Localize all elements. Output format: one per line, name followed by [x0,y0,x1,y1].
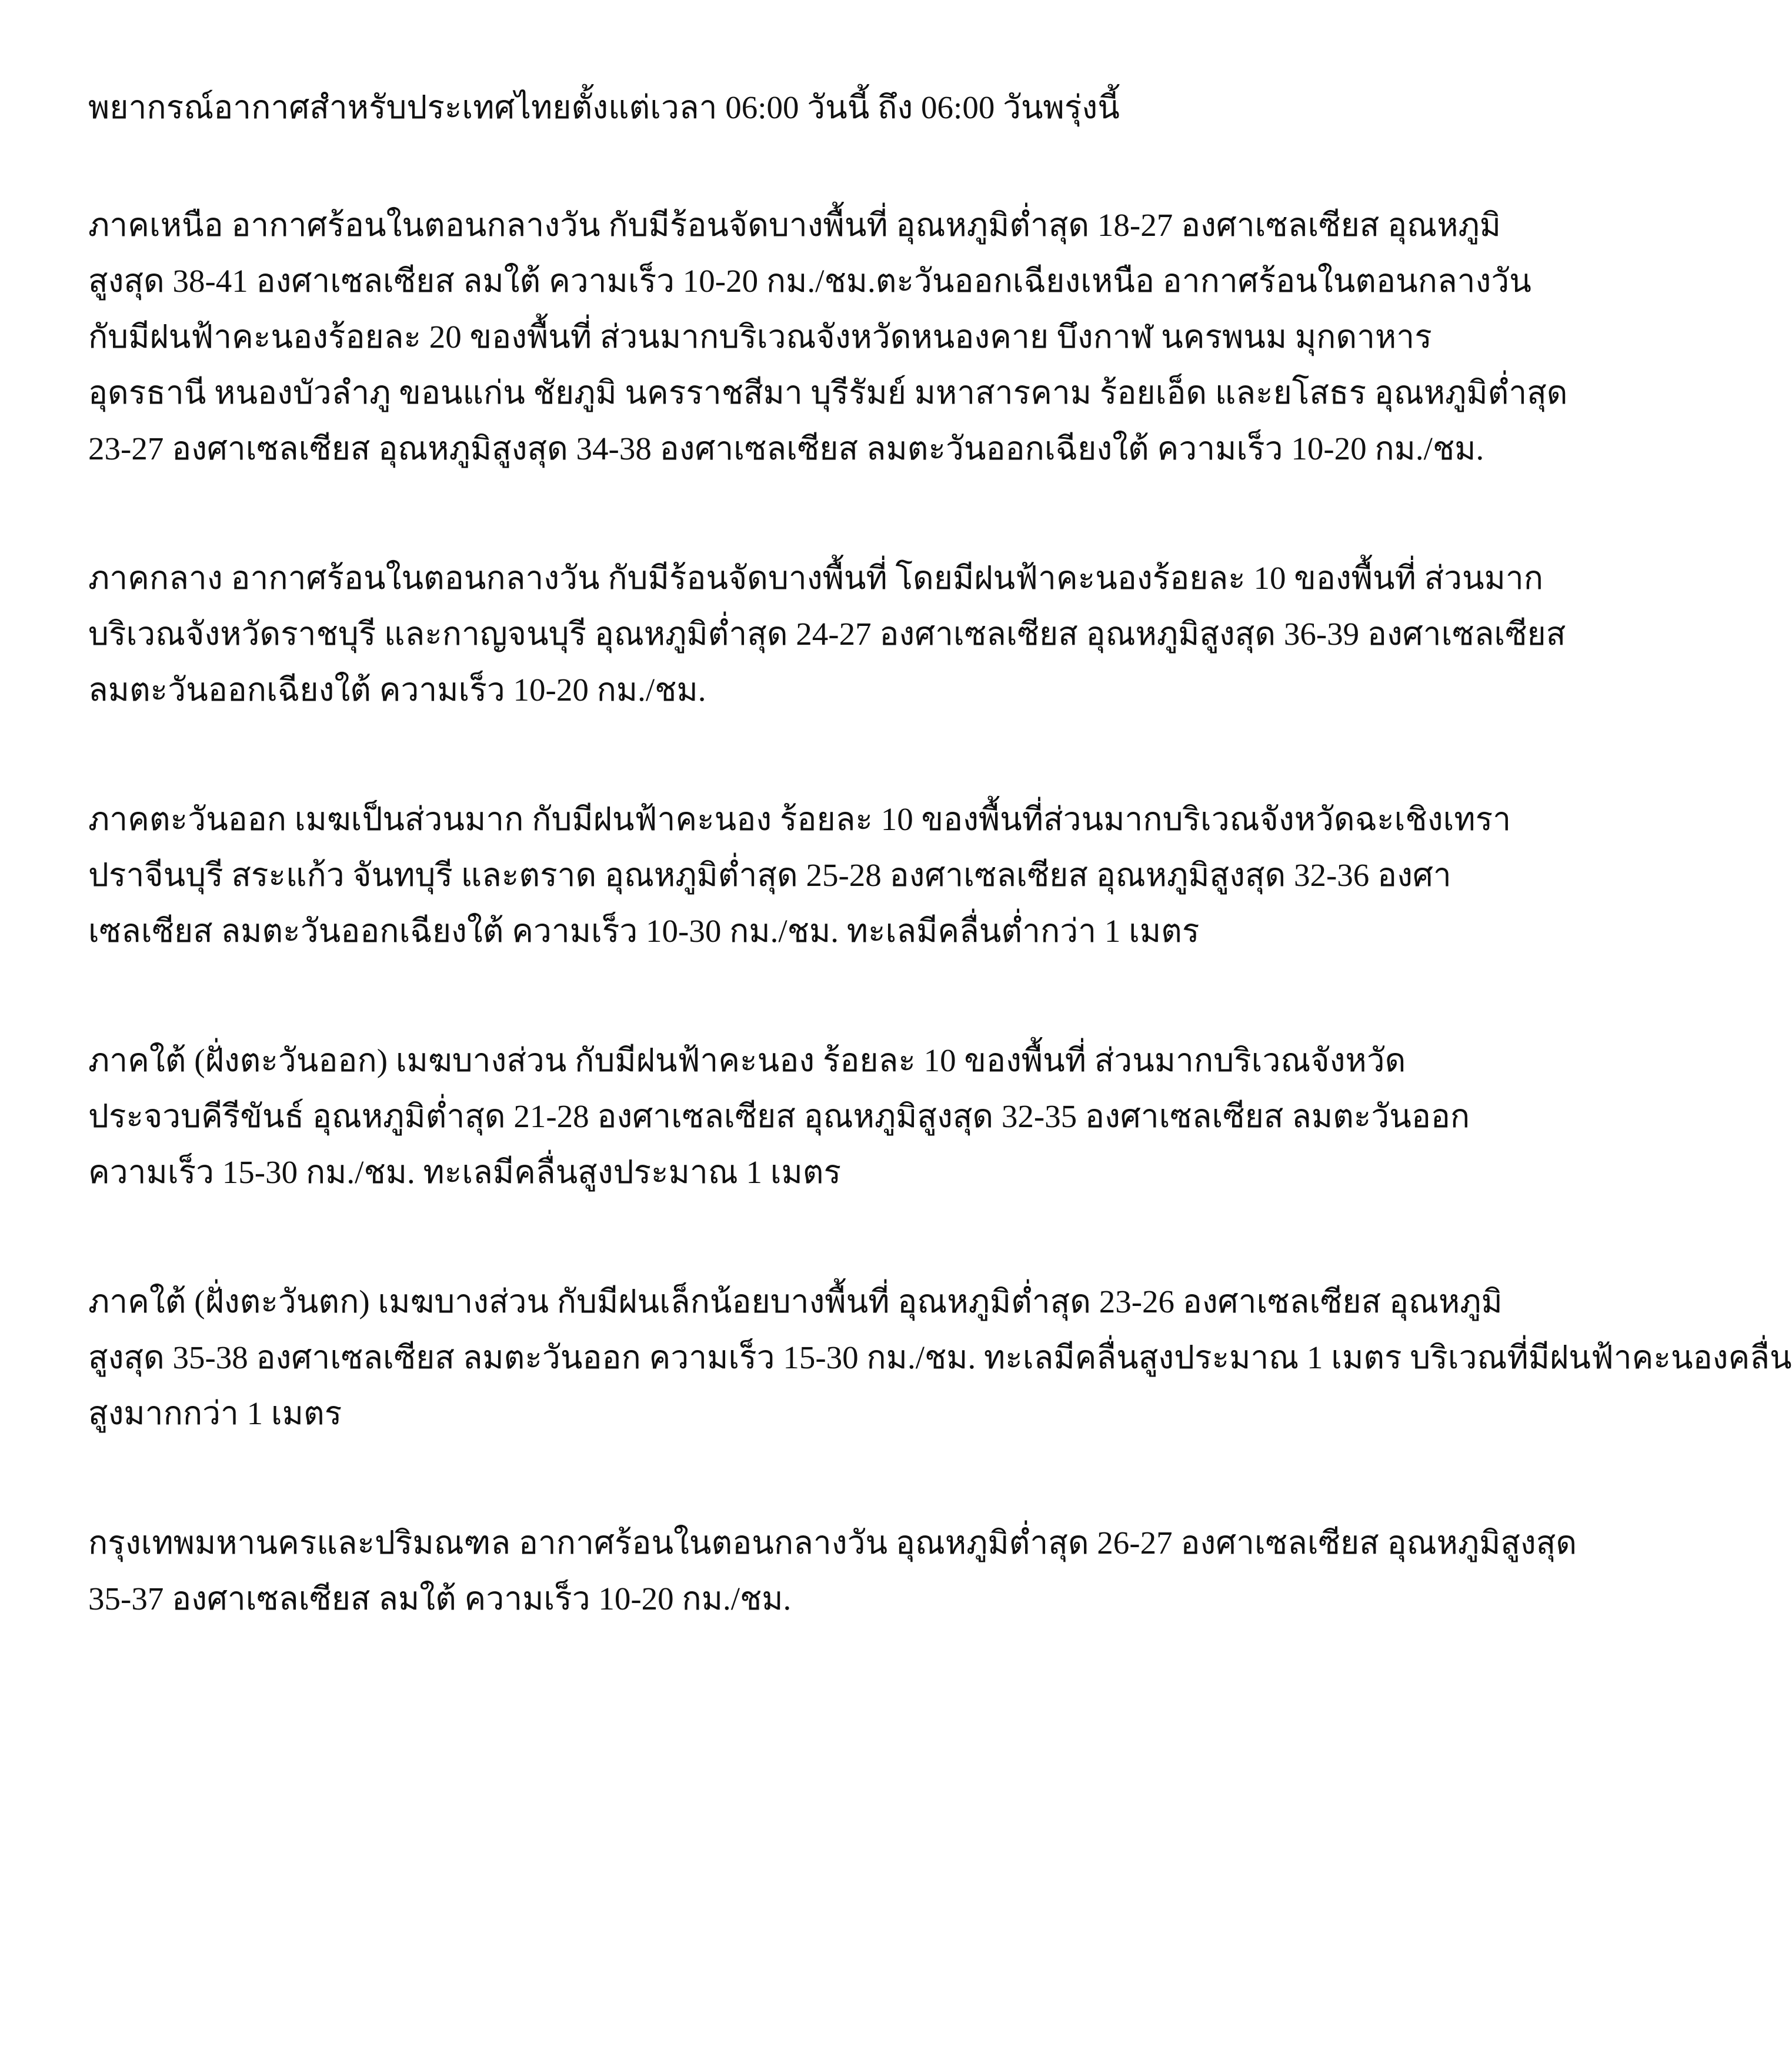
paragraph-line: 23-27 องศาเซลเซียส อุณหภูมิสูงสุด 34-38 องศาเซลเซียส ลมตะวันออกเฉียงใต้ ความเร็ว 10-20 กม./ชม. [88,431,1484,466]
paragraph-line: สูงมากกว่า 1 เมตร [88,1395,342,1431]
paragraph-line: กรุงเทพมหานครและปริมณฑล อากาศร้อนในตอนกลางวัน อุณหภูมิต่ำสุด 26-27 องศาเซลเซียส อุณหภูมิสูงสุด [88,1525,1577,1561]
bangkok-paragraph [88,1515,1577,1627]
south-west-coast-paragraph [88,1274,1792,1441]
central-region-paragraph [88,550,1566,718]
north-region-paragraph [88,197,1568,476]
forecast-title [88,79,1370,135]
paragraph-line: ภาคเหนือ อากาศร้อนในตอนกลางวัน กับมีร้อนจัดบางพื้นที่ อุณหภูมิต่ำสุด 18-27 องศาเซลเซียส อุณหภูมิ [88,207,1501,243]
paragraph-line: บริเวณจังหวัดราชบุรี และกาญจนบุรี อุณหภูมิต่ำสุด 24-27 องศาเซลเซียส อุณหภูมิสูงสุด 36-39 องศาเซลเซียส [88,616,1566,652]
east-region-paragraph [88,791,1511,959]
paragraph-line: สูงสุด 38-41 องศาเซลเซียส ลมใต้ ความเร็ว 10-20 กม./ชม.ตะวันออกเฉียงเหนือ อากาศร้อนในตอนกลางวัน [88,263,1531,299]
paragraph-line: อุดรธานี หนองบัวลำภู ขอนแก่น ชัยภูมิ นครราชสีมา บุรีรัมย์ มหาสารคาม ร้อยเอ็ด และยโสธร อุณหภูมิต่ำสุด [88,375,1568,411]
paragraph-line: ภาคกลาง อากาศร้อนในตอนกลางวัน กับมีร้อนจัดบางพื้นที่ โดยมีฝนฟ้าคะนองร้อยละ 10 ของพื้นที่ ส่วนมาก [88,560,1544,596]
paragraph-line: ภาคใต้ (ฝั่งตะวันตก) เมฆบางส่วน กับมีฝนเล็กน้อยบางพื้นที่ อุณหภูมิต่ำสุด 23-26 องศาเซลเซียส อุณหภูมิ [88,1284,1503,1319]
paragraph-line: สูงสุด 35-38 องศาเซลเซียส ลมตะวันออก ความเร็ว 15-30 กม./ชม. ทะเลมีคลื่นสูงประมาณ 1 เมตร บริเวณที่มีฝนฟ้าคะนองคลื่น [88,1339,1792,1375]
paragraph-line: ภาคใต้ (ฝั่งตะวันออก) เมฆบางส่วน กับมีฝนฟ้าคะนอง ร้อยละ 10 ของพื้นที่ ส่วนมากบริเวณจังหวัด [88,1042,1406,1078]
paragraph-line: กับมีฝนฟ้าคะนองร้อยละ 20 ของพื้นที่ ส่วนมากบริเวณจังหวัดหนองคาย บึงกาฬ นครพนม มุกดาหาร [88,319,1432,355]
paragraph-line: 35-37 องศาเซลเซียส ลมใต้ ความเร็ว 10-20 กม./ชม. [88,1581,792,1617]
paragraph-line: เซลเซียส ลมตะวันออกเฉียงใต้ ความเร็ว 10-30 กม./ชม. ทะเลมีคลื่นต่ำกว่า 1 เมตร [88,913,1200,949]
paragraph-line: ประจวบคีรีขันธ์ อุณหภูมิต่ำสุด 21-28 องศาเซลเซียส อุณหภูมิสูงสุด 32-35 องศาเซลเซียส ลมตะวันออก [88,1098,1470,1134]
paragraph-line: ความเร็ว 15-30 กม./ชม. ทะเลมีคลื่นสูงประมาณ 1 เมตร [88,1154,842,1190]
paragraph-line: ลมตะวันออกเฉียงใต้ ความเร็ว 10-20 กม./ชม. [88,672,706,708]
title-line: พยากรณ์อากาศสำหรับประเทศไทยตั้งแต่เวลา 06:00 วันนี้ ถึง 06:00 วันพรุ่งนี้ [88,89,1120,125]
paragraph-line: ภาคตะวันออก เมฆเป็นส่วนมาก กับมีฝนฟ้าคะนอง ร้อยละ 10 ของพื้นที่ส่วนมากบริเวณจังหวัดฉะเชิงเทรา [88,801,1511,837]
south-east-coast-paragraph [88,1032,1470,1200]
paragraph-line: ปราจีนบุรี สระแก้ว จันทบุรี และตราด อุณหภูมิต่ำสุด 25-28 องศาเซลเซียส อุณหภูมิสูงสุด 32-36 องศา [88,857,1451,893]
